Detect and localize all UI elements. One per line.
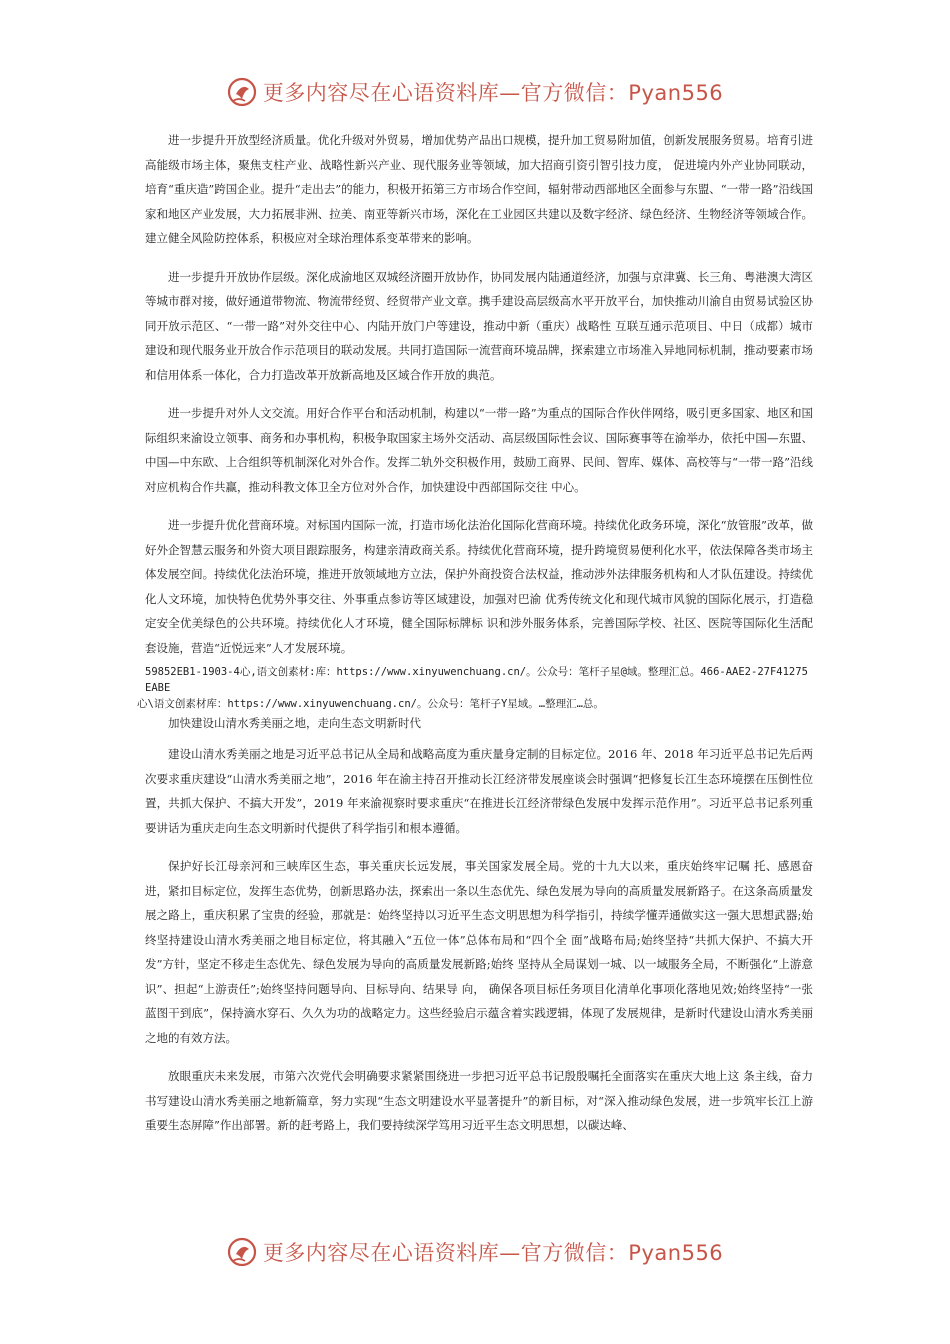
paragraph: 保护好长江母亲河和三峡库区生态，事关重庆长远发展，事关国家发展全局。党的十九大以来，重庆始终牢记嘱 托、感恩奋进，紧扣目标定位，发挥生态优势，创新思路办法，探索出一条以生态优先、绿色发展为导向的高质量发展新路子。在这条高质量发展之路上，重庆积累了宝贵的经验，那就是：始终坚持以习近平生态文明思想为科学指引，持续学懂弄通做实这一强大思想武器;始终坚持建设山清水秀美丽之地目标定位，将其融入“五位一体”总体布局和“四个全 面”战略布局;始终坚持“共抓大保护、不搞大开发”方针，坚定不移走生态优先、绿色发展为导向的高质量发展新路;始终 坚持从全局谋划一城、以一域服务全局，不断强化“上游意识”、担起“上游责任”;始终坚持问题导向、目标导向、结果导 向， 确保各项目标任务项目化清单化事项化落地见效;始终坚持“一张蓝图干到底”，保持滴水穿石、久久为功的战略定力。这些经验启示蕴含着实践逻辑，体现了发展规律，是新时代建设山清水秀美丽之地的有效方法。 (145, 859, 813, 1045)
paragraph: 放眼重庆未来发展，市第六次党代会明确要求紧紧围绕进一步把习近平总书记殷殷嘱托全面落实在重庆大地上这 条主线，奋力书写建设山清水秀美丽之地新篇章，努力实现“生态文明建设水平显著提升”的新目标，对“深入推动绿色发展，进一步筑牢长江上游重要生态屏障”作出部署。新的赶考路上，我们要持续深学笃用习近平生态文明思想，以碳达峰、 (145, 1069, 813, 1132)
document-body (137, 128, 813, 1152)
logo-icon (227, 1237, 257, 1267)
source-note: 心\语文创素材库：https://www.xinyuwenchuang.cn/。公众号：笔杆子Y星域。…整理汇…总。 (137, 698, 604, 710)
banner-text: 更多内容尽在心语资料库—官方微信：Pyan556 (262, 1241, 724, 1265)
paragraph: 建设山清水秀美丽之地是习近平总书记从全局和战略高度为重庆量身定制的目标定位。2016 年、2018 年习近平总书记先后两次要求重庆建设“山清水秀美丽之地”，2016 年在渝主持召开推动长江经济带发展座谈会时强调“把修复长江生态环境摆在压倒性位置，共抓大保护、不搞大开发”，2019 年来渝视察时要求重庆“在推进长江经济带绿色发展中发挥示范作用”。习近平总书记系列重要讲话为重庆走向生态文明新时代提供了科学指引和根本遵循。 (145, 747, 813, 835)
paragraph: 进一步提升对外人文交流。用好合作平台和活动机制，构建以“一带一路”为重点的国际合作伙伴网络，吸引更多国家、地区和国际组织来渝设立领事、商务和办事机构，积极争取国家主场外交活动、高层级国际性会议、国际赛事等在渝举办，依托中国—东盟、中国—中东欧、上合组织等机制深化对外合作。发挥二轨外交积极作用，鼓励工商界、民间、智库、媒体、高校等与“一带一路”沿线对应机构合作共赢，推动科教文体卫全方位对外合作，加快建设中西部国际交往 中心。 (145, 406, 813, 494)
paragraph: 进一步提升开放型经济质量。优化升级对外贸易，增加优势产品出口规模，提升加工贸易附加值，创新发展服务贸易。培育引进高能级市场主体，聚焦支柱产业、战略性新兴产业、现代服务业等领域，加大招商引资引智引技力度， 促进境内外产业协同联动，培育“重庆造”跨国企业。提升“走出去”的能力，积极开拓第三方市场合作空间，辐射带动西部地区全面参与东盟、“一带一路”沿线国家和地区产业发展，大力拓展非洲、拉美、南亚等新兴市场，深化在工业园区共建以及数字经济、绿色经济、生物经济等领域合作。建立健全风险防控体系，积极应对全球治理体系变革带来的影响。 (145, 133, 813, 245)
paragraph: 进一步提升优化营商环境。对标国内国际一流，打造市场化法治化国际化营商环境。持续优化政务环境，深化“放管服”改革，做好外企智慧云服务和外资大项目跟踪服务，构建亲清政商关系。持续优化营商环境，提升跨境贸易便利化水平，依法保障各类市场主体发展空间。持续优化法治环境，推进开放领域地方立法，保护外商投资合法权益，推动涉外法律服务机构和人才队伍建设。持续优化人文环境，加快特色优势外事交往、外事重点参访等区域建设，加强对巴渝 优秀传统文化和现代城市风貌的国际化展示，打造稳定安全优美绿色的公共环境。持续优化人才环境，健全国际标牌标 识和涉外服务体系，完善国际学校、社区、医院等国际化生活配套设施，营造“近悦远来”人才发展环境。 (145, 518, 813, 655)
header-banner (0, 72, 950, 112)
section-heading: 加快建设山清水秀美丽之地，走向生态文明新时代 (168, 716, 421, 730)
banner-text: 更多内容尽在心语资料库—官方微信：Pyan556 (262, 81, 724, 105)
logo-icon (227, 77, 257, 107)
paragraph: 进一步提升开放协作层级。深化成渝地区双城经济圈开放协作，协同发展内陆通道经济，加强与京津冀、长三角、粤港澳大湾区等城市群对接，做好通道带物流、物流带经贸、经贸带产业文章。携手建设高层级高水平开放平台，加快推动川渝自由贸易试验区协同开放示范区、“一带一路”对外交往中心、内陆开放门户等建设，推动中新（重庆）战略性 互联互通示范项目、中日（成都）城市建设和现代服务业开放合作示范项目的联动发展。共同打造国际一流营商环境品牌，探索建立市场准入异地同标机制，推动要素市场和信用体系一体化，合力打造改革开放新高地及区域合作开放的典范。 (145, 269, 813, 382)
source-note: 59852EB1-1903-4心,语文创素材:库：https://www.xinyuwenchuang.cn/。公众号：笔杆子星@域。整理汇总。466-AAE2-27F41275EABE (145, 666, 808, 694)
footer-banner (0, 1232, 950, 1272)
